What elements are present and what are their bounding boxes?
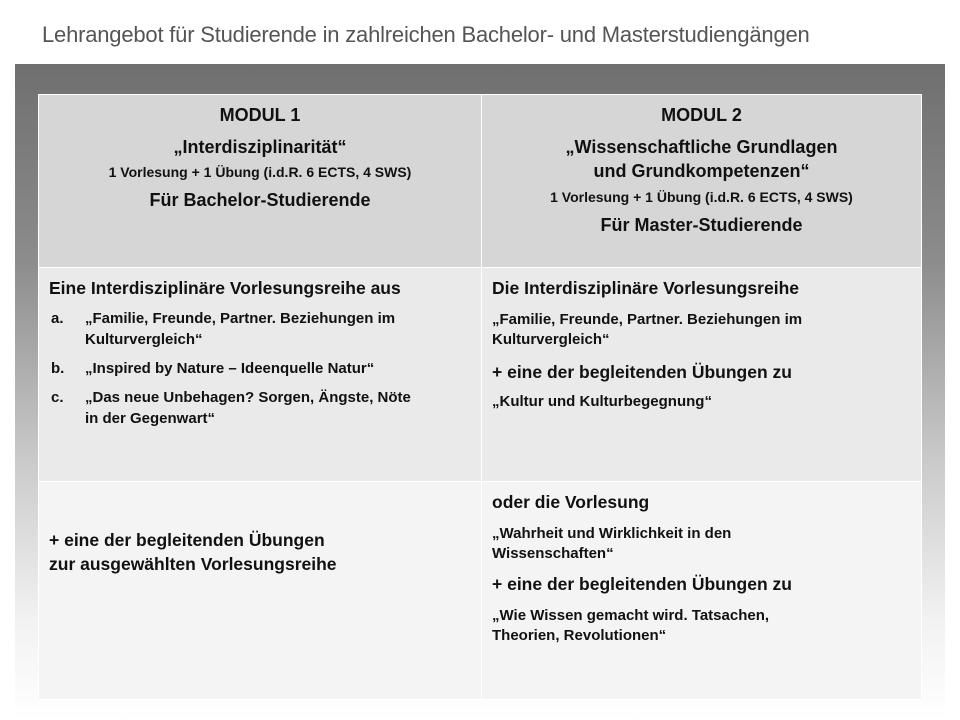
modul2-alternative	[482, 482, 922, 700]
modul2-alt-lecture-line1: „Wahrheit und Wirklichkeit in den	[492, 525, 732, 542]
modul2-alt-intro: oder die Vorlesung	[492, 492, 650, 512]
modul2-exercise-b: + eine der begleitenden Übungen zu	[492, 574, 792, 594]
option-text: „Das neue Unbehagen? Sorgen, Ängste, Nöte	[85, 389, 411, 406]
modul1-audience: Für Bachelor-Studierende	[149, 190, 371, 210]
modul2-exercise-b-line1: „Wie Wissen gemacht wird. Tatsachen,	[492, 607, 770, 624]
option-text: „Inspired by Nature – Ideenquelle Natur“	[85, 360, 375, 377]
modul1-name: „Interdisziplinarität“	[173, 137, 347, 157]
option-text: in der Gegenwart“	[85, 410, 216, 427]
list-item	[49, 387, 471, 429]
slide-title: Lehrangebot für Studierende in zahlreichen Bachelor- und Masterstudiengängen	[42, 22, 810, 47]
exercise-row	[39, 482, 922, 700]
modul1-heading: MODUL 1	[219, 105, 301, 125]
list-item	[49, 308, 471, 350]
modul2-audience: Für Master-Studierende	[600, 215, 803, 235]
modul2-header	[482, 95, 922, 268]
list-marker: b.	[51, 360, 65, 377]
modul2-name-line1: „Wissenschaftliche Grundlagen	[565, 137, 838, 157]
modul2-exercise-a-topic: „Kultur und Kulturbegegnung“	[492, 393, 712, 410]
modul1-header	[39, 95, 482, 268]
module-table	[38, 94, 922, 700]
modul1-lectures	[39, 268, 482, 482]
modul2-alt-lecture-line2: Wissenschaften“	[492, 545, 614, 562]
modul2-details: 1 Vorlesung + 1 Übung (i.d.R. 6 ECTS, 4 SWS)	[550, 189, 853, 205]
modul2-heading: MODUL 2	[661, 105, 742, 125]
lecture-row	[39, 268, 922, 482]
modul1-option-list	[49, 308, 471, 429]
option-text: Kulturvergleich“	[85, 331, 203, 348]
modul2-series-line1: „Familie, Freunde, Partner. Beziehungen im	[492, 311, 803, 328]
modul1-exercise-line1: + eine der begleitenden Übungen	[49, 530, 325, 550]
modul1-exercise-line2: zur ausgewählten Vorlesungsreihe	[49, 554, 337, 574]
modul2-exercise-b-line2: Theorien, Revolutionen“	[492, 627, 667, 644]
modul2-name-line2: und Grundkompetenzen“	[593, 161, 810, 181]
modul2-intro: Die Interdisziplinäre Vorlesungsreihe	[492, 278, 799, 298]
header-row	[39, 95, 922, 268]
modul2-lectures	[482, 268, 922, 482]
modul2-series-line2: Kulturvergleich“	[492, 331, 610, 348]
option-text: „Familie, Freunde, Partner. Beziehungen im	[85, 310, 396, 327]
list-marker: c.	[51, 389, 64, 406]
modul1-details: 1 Vorlesung + 1 Übung (i.d.R. 6 ECTS, 4 SWS)	[108, 164, 412, 180]
list-item	[49, 358, 471, 379]
modul1-exercises	[39, 482, 482, 700]
list-marker: a.	[51, 310, 64, 327]
modul2-exercise-a: + eine der begleitenden Übungen zu	[492, 362, 792, 382]
modul1-intro: Eine Interdisziplinäre Vorlesungsreihe aus	[49, 278, 401, 298]
